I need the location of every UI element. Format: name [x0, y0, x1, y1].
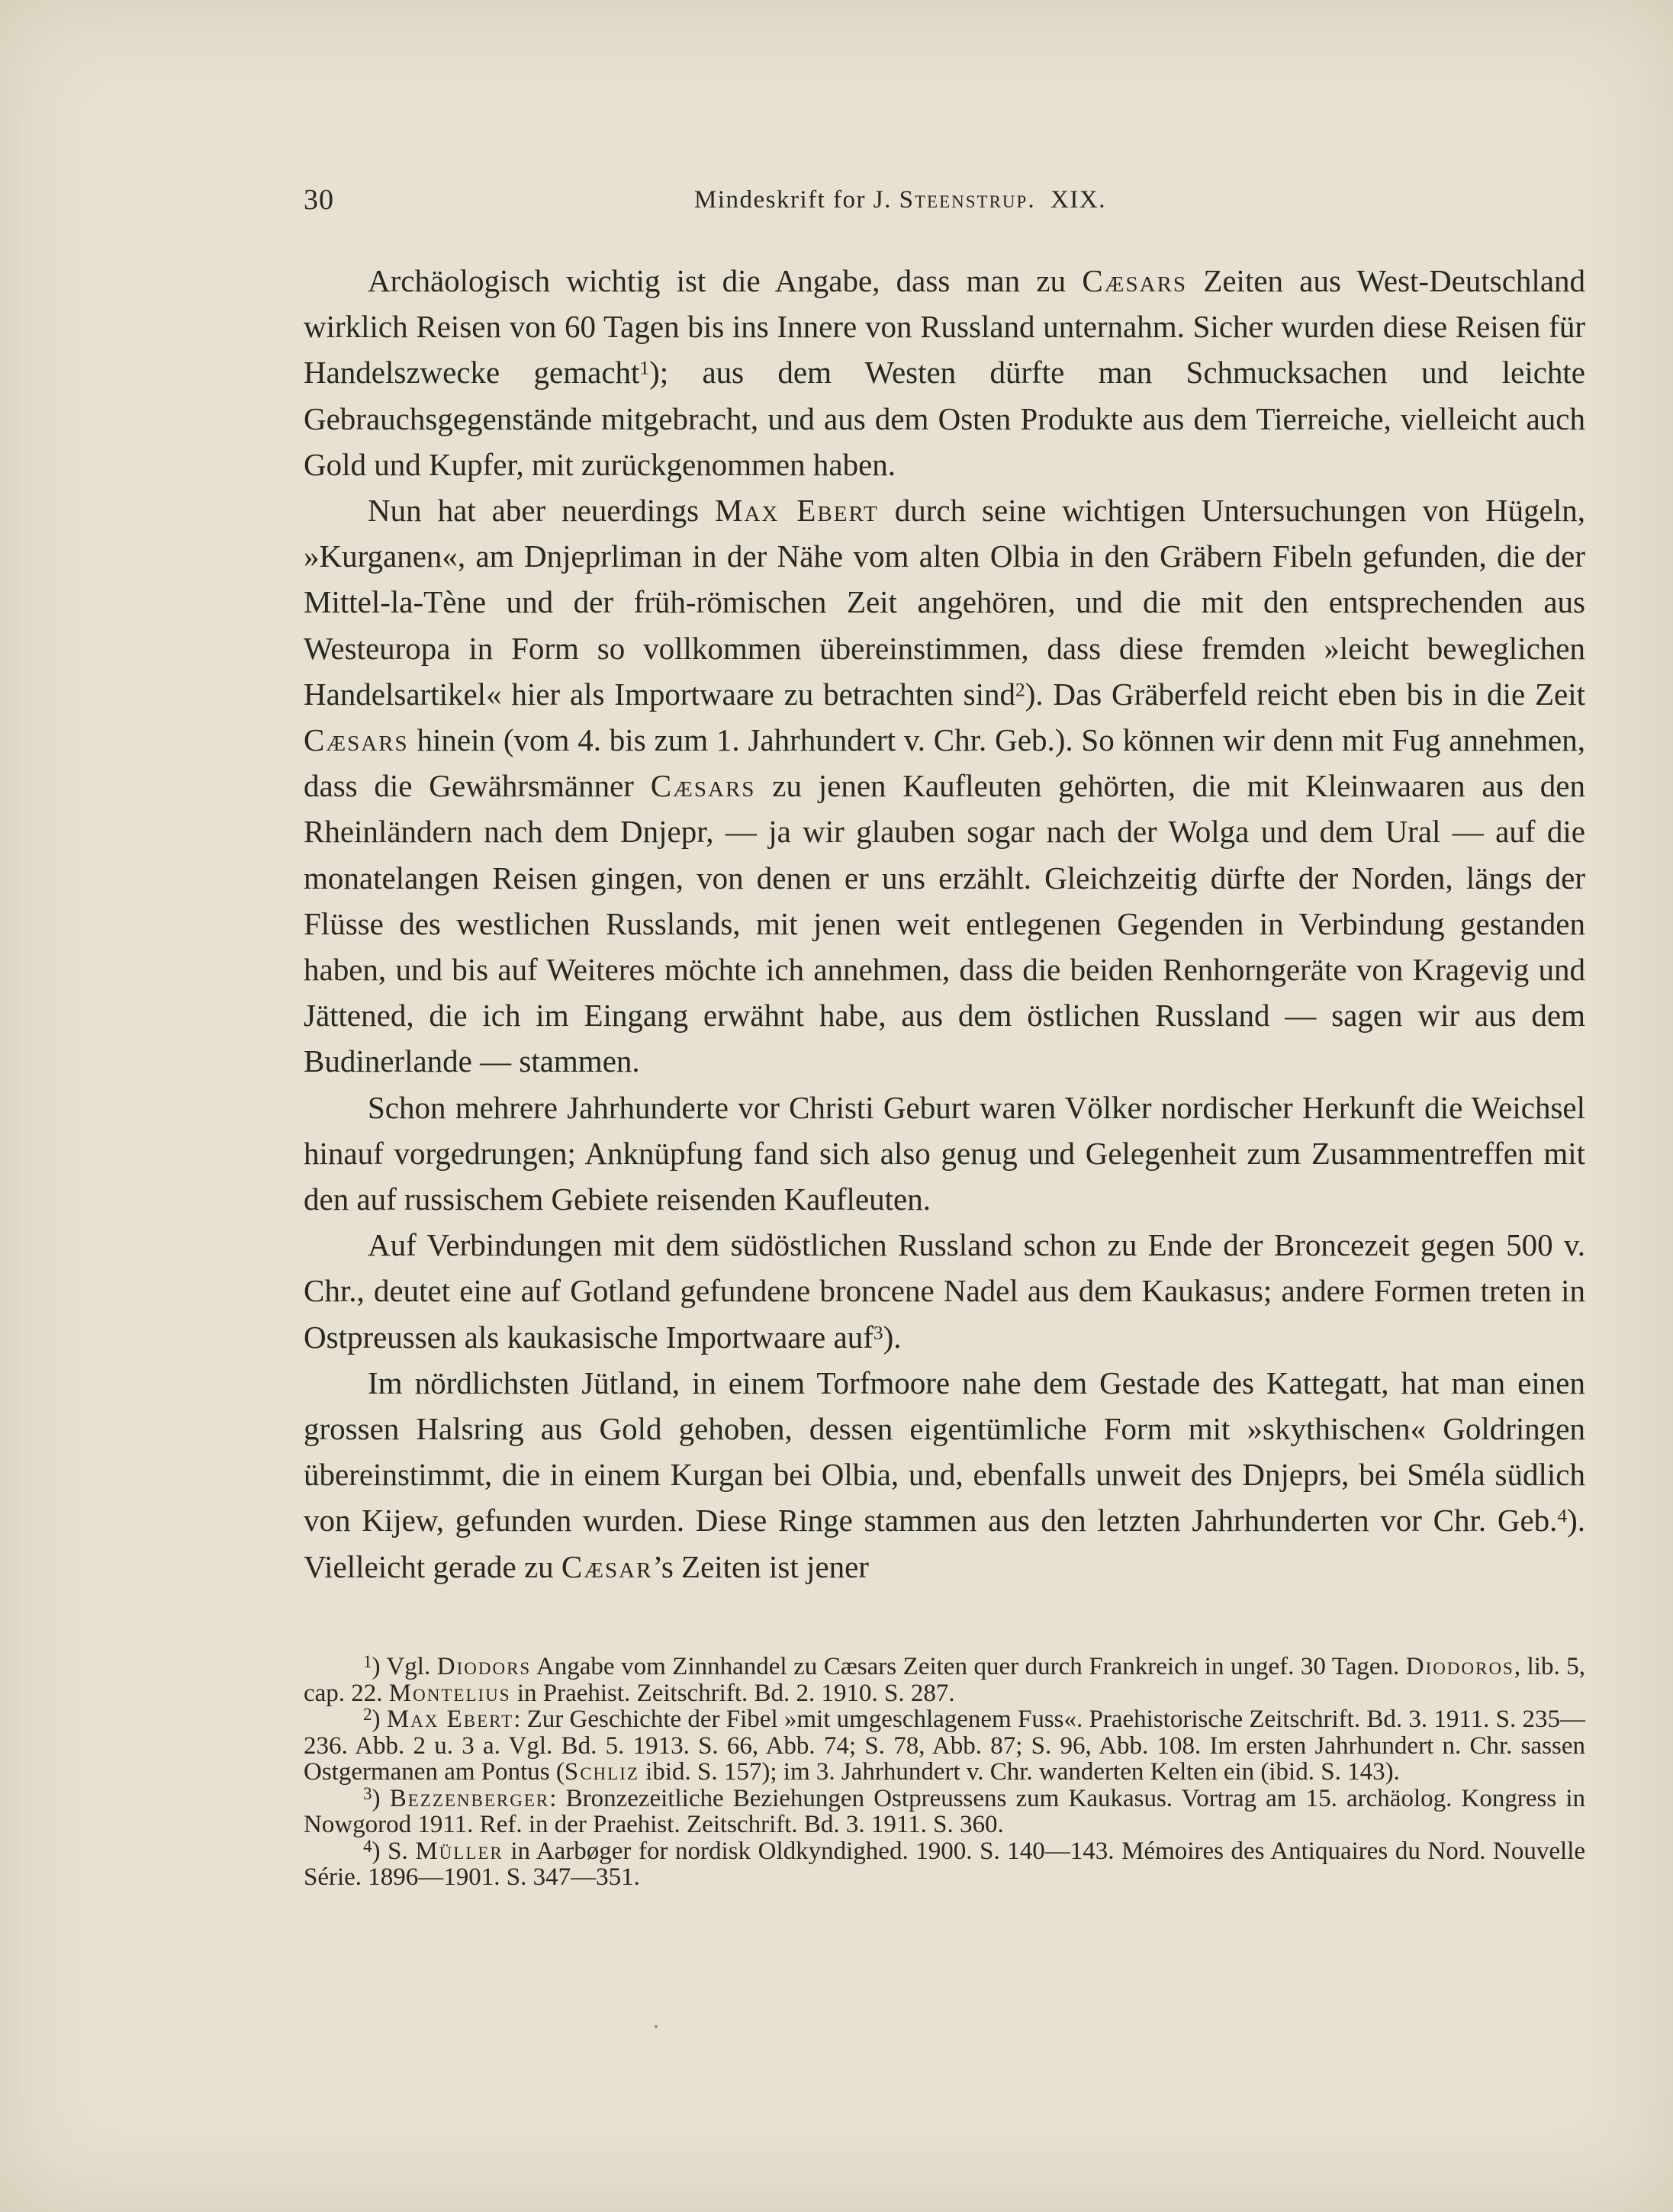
name-caesars: Cæsars — [650, 768, 756, 804]
text-run: ) Vgl. — [372, 1653, 431, 1680]
author-name: Bezzenberger — [389, 1784, 550, 1812]
text-run: ). Vielleicht gerade zu — [304, 1503, 1585, 1584]
author-name: Müller — [415, 1837, 504, 1865]
paragraph-5 — [304, 1360, 1585, 1590]
footnote-mark: 2 — [363, 1703, 372, 1724]
footnote-1 — [304, 1651, 1585, 1707]
name-caesars: Cæsars — [304, 722, 409, 758]
author-name: Max Ebert — [386, 1706, 514, 1733]
paragraph-2 — [304, 487, 1585, 1085]
print-speck — [655, 2025, 658, 2028]
text-run: ); aus dem Westen dürfte man Schmucksachen und leichte Gebrauchsgegenstände mitgebracht, und aus dem Osten Produkte aus dem Tierreiche, vielleicht auch Gold und Kupfer, mit zurückgenommen haben. — [304, 355, 1585, 482]
running-head — [304, 183, 1585, 229]
text-run: : Bronzezeitliche Beziehungen Ostpreussens zum Kaukasus. Vortrag am 15. archäolog. Kongress in Nowgorod 1911. Ref. in der Praehist. Zeitschrift. Bd. 3. 1911. S. 360. — [304, 1784, 1585, 1838]
footnote-ref-4: 4 — [1557, 1506, 1568, 1528]
footnotes — [304, 1651, 1586, 1891]
paragraph-1 — [304, 258, 1585, 487]
text-run: ) S. — [372, 1837, 408, 1865]
footnote-ref-1: 1 — [639, 357, 650, 379]
footnote-mark: 4 — [363, 1835, 372, 1856]
page-number: 30 — [304, 184, 334, 216]
text-run: in Praehist. Zeitschrift. Bd. 2. 1910. S. 287. — [516, 1679, 955, 1707]
author-name: Diodors — [436, 1653, 532, 1680]
text-run: , lib. 5, cap. 22. — [304, 1653, 1585, 1707]
journal-title — [694, 186, 1106, 214]
text-run: hinein (vom 4. bis zum 1. Jahrhundert v. Chr. Geb.). So können wir denn mit Fug annehmen, dass die Gewährsmänner — [304, 722, 1586, 804]
text-run: Nun hat aber neuerdings — [368, 493, 700, 529]
text-run: Zeiten aus West-Deutschland wirklich Reisen von 60 Tagen bis ins Innere von Russland unternahm. Sicher wurden diese Reisen für Handelszwecke gemacht — [304, 263, 1586, 391]
footnote-2 — [304, 1703, 1586, 1786]
author-name: Diodoros — [1405, 1653, 1514, 1680]
author-name: Schliz — [564, 1758, 639, 1786]
text-run: zu jenen Kaufleuten gehörten, die mit Kleinwaaren aus den Rheinländern nach dem Dnjepr, — ja wir glauben sogar nach der Wolga und dem Ural — auf die monatelangen Reisen gingen, von denen er uns erzählt. Gleichzeitig dürfte der Norden, längs der Flüsse des westlichen Russlands, mit jenen weit entlegenen Gegenden in Verbindung gestanden haben, und bis auf Weiteres möchte ich annehmen, dass die beiden Renhorngeräte von Kragevig und Jättened, die ich im Eingang erwähnt habe, aus dem östlichen Russland — sagen wir aus dem Budinerlande — stammen. — [304, 768, 1585, 1079]
name-caesar: Cæsar — [561, 1548, 653, 1584]
text-run: Im nördlichsten Jütland, in einem Torfmoore nahe dem Gestade des Kattegatt, hat man einen grossen Halsring aus Gold gehoben, dessen eigentümliche Form mit »skythischen« Goldringen übereinstimmt, die in einem Kurgan bei Olbia, und, ebenfalls unweit des Dnjeprs, bei Sméla südlich von Kijew, gefunden wurden. Diese Ringe stammen aus den letzten Jahrhunderten vor Chr. Geb. — [304, 1365, 1585, 1538]
text-run: Archäologisch wichtig ist die Angabe, dass man zu — [368, 263, 1067, 298]
text-run: ). — [883, 1319, 902, 1355]
paragraph-3: Schon mehrere Jahrhunderte vor Christi Geburt waren Völker nordischer Herkunft die Weichsel hinauf vorgedrungen; Anknüpfung fand sich also genug und Gelegenheit zum Zusammentreffen mit den auf russischem Gebiete reisenden Kaufleuten. — [304, 1089, 1585, 1217]
title-prefix: Mindeskrift for J. — [694, 186, 892, 214]
name-caesars: Cæsars — [1082, 263, 1188, 298]
author-name: Montelius — [388, 1679, 511, 1707]
text-run: ibid. S. 157); im 3. Jahrhundert v. Chr. wanderten Kelten ein (ibid. S. 143). — [645, 1758, 1400, 1786]
footnote-3 — [304, 1783, 1585, 1838]
text-run: ’s Zeiten ist jener — [652, 1548, 869, 1584]
text-run: Auf Verbindungen mit dem südöstlichen Russland schon zu Ende der Broncezeit gegen 500 v. Chr., deutet eine auf Gotland gefundene broncene Nadel aus dem Kaukasus; andere Formen treten in Ostpreussen als kaukasische Importwaare auf — [304, 1227, 1585, 1355]
footnote-ref-2: 2 — [1015, 679, 1025, 701]
footnote-mark: 3 — [363, 1783, 372, 1803]
text-run: in Aarbøger for nordisk Oldkyndighed. 1900. S. 140—143. Mémoires des Antiquaires du Nord. Nouvelle Série. 1896—1901. S. 347—351. — [304, 1837, 1586, 1891]
paragraph-4 — [304, 1222, 1585, 1360]
text-run: : Zur Geschichte der Fibel »mit umgeschlagenem Fuss«. Praehistorische Zeitschrift. Bd. 3. 1911. S. 235—236. Abb. 2 u. 3 a. Vgl. Bd. 5. 1913. S. 66, Abb. 74; S. 78, Abb. 87; S. 96, Abb. 108. Im ersten Jahrhundert n. Chr. sassen Ostgermanen am Pontus ( — [304, 1706, 1586, 1786]
text-run: ). Das Gräberfeld reicht eben bis in die Zeit — [1025, 676, 1586, 712]
title-volume: XIX. — [1050, 186, 1106, 214]
text-run: durch seine wichtigen Untersuchungen von Hügeln, »Kurganen«, am Dnjeprliman in der Nähe vom alten Olbia in den Gräbern Fibeln gefunden, die der Mittel-la-Tène und der früh-römischen Zeit angehören, und die mit den entsprechenden aus Westeuropa in Form so vollkommen übereinstimmen, dass diese fremden »leicht beweglichen Handelsartikel« hier als Importwaare zu betrachten sind — [304, 493, 1585, 712]
footnote-mark: 1 — [363, 1651, 372, 1671]
text-run: Angabe vom Zinnhandel zu Cæsars Zeiten quer durch Frankreich in ungef. 30 Tagen. — [536, 1653, 1400, 1680]
body-text — [304, 258, 1585, 1590]
text-run: ) — [372, 1706, 381, 1733]
title-name: Steenstrup. — [899, 186, 1036, 214]
footnote-ref-3: 3 — [873, 1322, 883, 1344]
name-max-ebert: Max Ebert — [715, 493, 879, 529]
text-run: ) — [372, 1784, 381, 1812]
footnote-4 — [304, 1835, 1586, 1891]
